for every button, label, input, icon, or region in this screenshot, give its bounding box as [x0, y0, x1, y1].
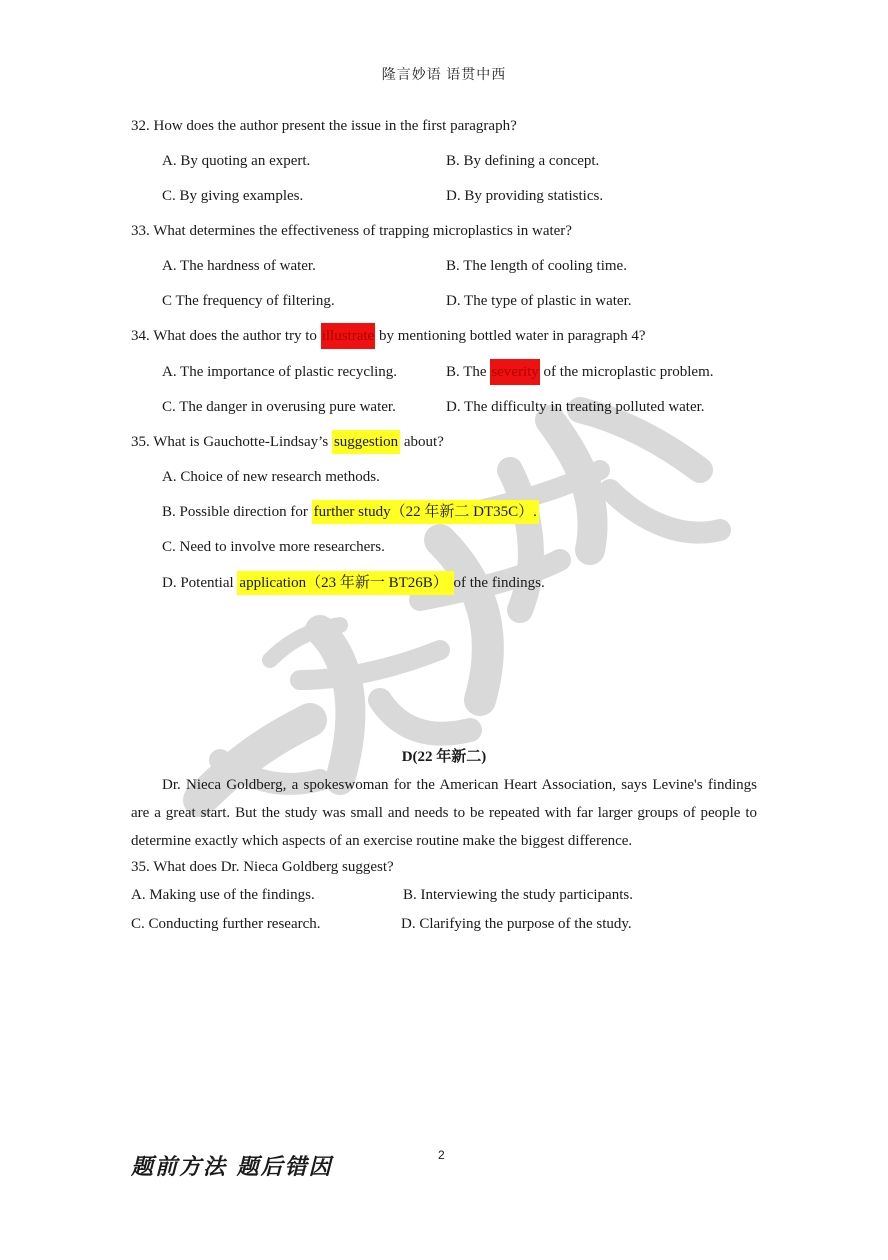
question-32-stem: 32. How does the author present the issue in the first paragraph? [131, 118, 517, 134]
q35-stem-pre: 35. What is Gauchotte-Lindsay’s [131, 434, 332, 450]
q34-stem-post: by mentioning bottled water in paragraph 4? [375, 328, 646, 344]
highlight-illustrate: illustrate [321, 323, 376, 349]
q34-option-b-pre: B. The [446, 364, 491, 380]
q34-stem-pre: 34. What does the author try to [131, 328, 321, 344]
q35-stem-post: about? [400, 434, 444, 450]
q35-option-b [162, 502, 539, 522]
q33-option-a: A. The hardness of water. [162, 258, 316, 274]
highlight-further-study: further study（22 年新二 DT35C）. [312, 500, 539, 524]
q35-option-b-pre: B. Possible direction for [162, 504, 312, 520]
page-number: 2 [438, 1148, 445, 1162]
q32-option-a: A. By quoting an expert. [162, 153, 311, 169]
q35-option-c: C. Need to involve more researchers. [162, 539, 385, 555]
section-title: D(22 年新二) [401, 749, 487, 765]
q34-option-c: C. The danger in overusing pure water. [162, 399, 396, 415]
section-question: 35. What does Dr. Nieca Goldberg suggest? [131, 859, 394, 875]
q32-option-c: C. By giving examples. [162, 188, 304, 204]
q35-option-d [162, 573, 545, 593]
q33-option-d: D. The type of plastic in water. [446, 293, 632, 309]
q35-option-a: A. Choice of new research methods. [162, 469, 380, 485]
section-paragraph [131, 771, 757, 855]
section-option-a: A. Making use of the findings. [131, 887, 315, 903]
q34-option-a: A. The importance of plastic recycling. [162, 364, 398, 380]
q35-option-d-post: of the findings. [453, 575, 545, 591]
q32-option-b: B. By defining a concept. [446, 153, 600, 169]
highlight-severity: severity [490, 359, 539, 385]
q32-option-d: D. By providing statistics. [446, 188, 604, 204]
q33-option-c: C The frequency of filtering. [162, 293, 335, 309]
highlight-suggestion: suggestion [332, 430, 400, 454]
highlight-application: application（23 年新一 BT26B） [237, 571, 453, 595]
page-header: 隆言妙语 语贯中西 [381, 68, 507, 83]
q35-option-d-pre: D. Potential [162, 575, 238, 591]
q33-option-b: B. The length of cooling time. [446, 258, 627, 274]
question-33-stem: 33. What determines the effectiveness of trapping microplastics in water? [131, 223, 572, 239]
section-option-c: C. Conducting further research. [131, 916, 321, 932]
question-34-stem [131, 326, 646, 346]
q34-option-d: D. The difficulty in treating polluted water. [446, 399, 705, 415]
question-35-stem [131, 432, 444, 452]
q34-option-b [446, 362, 714, 382]
section-option-d: D. Clarifying the purpose of the study. [401, 916, 632, 932]
footer-slogan: 题前方法 题后错因 [131, 1154, 333, 1180]
section-option-b: B. Interviewing the study participants. [403, 887, 633, 903]
q34-option-b-post: of the microplastic problem. [539, 364, 714, 380]
paragraph-text: Dr. Nieca Goldberg, a spokeswoman for the American Heart Association, says Levine's findings are a great start. But the study was small and needs to be repeated with far larger groups of people to determine exactly which aspects of an exercise routine make the biggest difference. [131, 777, 757, 849]
